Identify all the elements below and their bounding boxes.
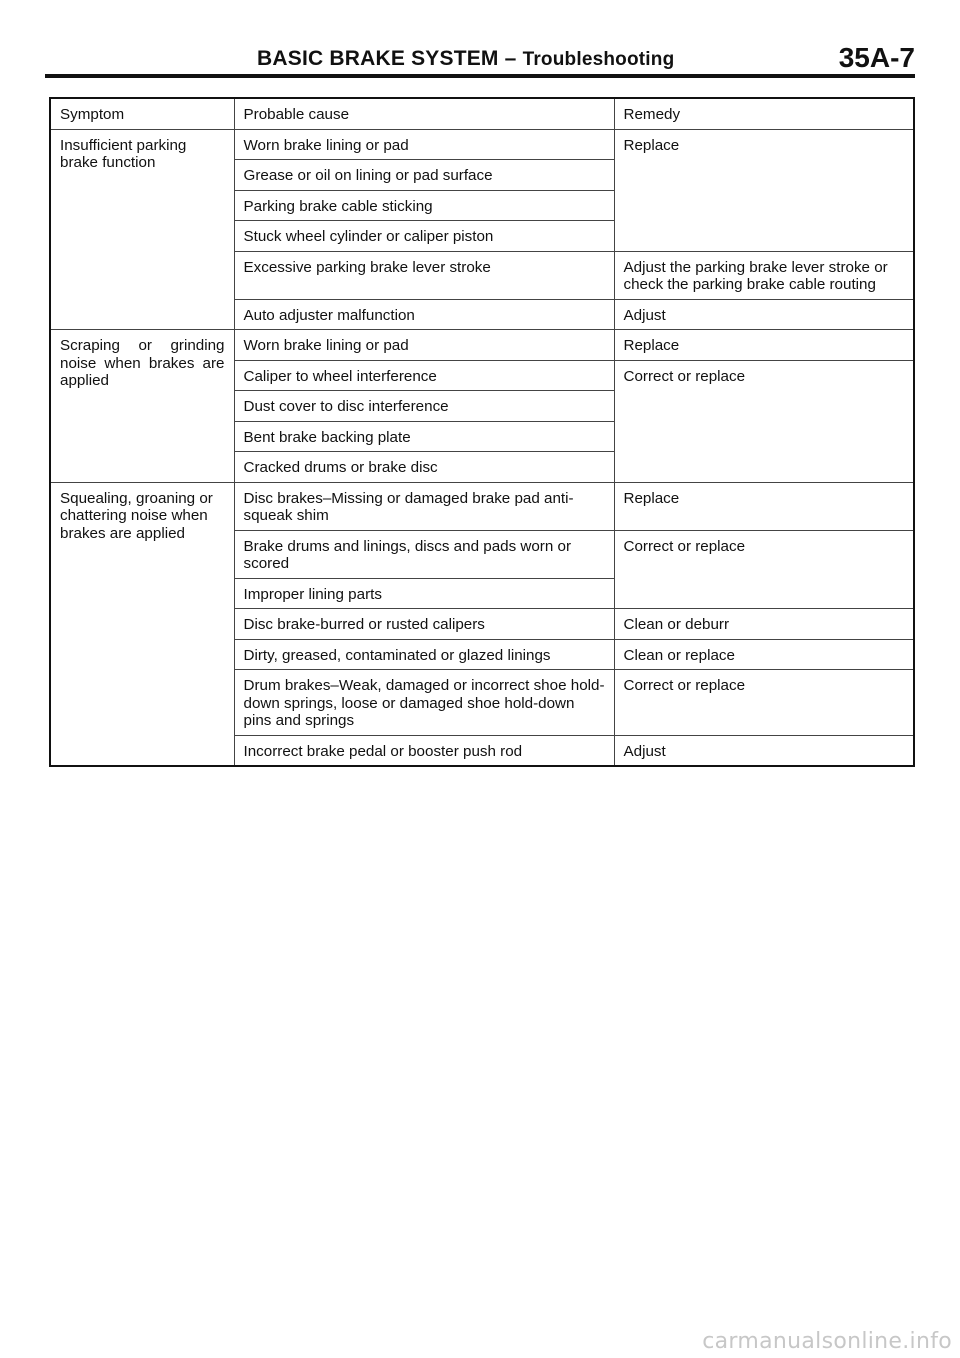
page-title bbox=[257, 47, 674, 71]
remedy-cell: Adjust bbox=[614, 299, 914, 330]
cause-cell: Brake drums and linings, discs and pads worn or scored bbox=[234, 530, 614, 578]
header-remedy: Remedy bbox=[614, 98, 914, 129]
cause-cell: Disc brake-burred or rusted calipers bbox=[234, 609, 614, 640]
table-row bbox=[50, 330, 914, 361]
remedy-cell: Replace bbox=[614, 482, 914, 530]
remedy-cell: Replace bbox=[614, 330, 914, 361]
remedy-cell: Correct or replace bbox=[614, 360, 914, 482]
cause-cell: Caliper to wheel interference bbox=[234, 360, 614, 391]
cause-cell: Stuck wheel cylinder or caliper piston bbox=[234, 221, 614, 252]
remedy-cell: Correct or replace bbox=[614, 670, 914, 736]
table-body bbox=[50, 98, 914, 766]
title-separator: – bbox=[498, 47, 523, 70]
cause-cell: Dirty, greased, contaminated or glazed linings bbox=[234, 639, 614, 670]
remedy-cell: Correct or replace bbox=[614, 530, 914, 609]
cause-cell: Improper lining parts bbox=[234, 578, 614, 609]
symptom-cell: Insufficient parking brake function bbox=[50, 129, 234, 330]
table-row bbox=[50, 482, 914, 530]
table-header-row bbox=[50, 98, 914, 129]
cause-cell: Dust cover to disc interference bbox=[234, 391, 614, 422]
remedy-cell: Replace bbox=[614, 129, 914, 251]
page-number: 35A-7 bbox=[838, 42, 915, 73]
cause-cell: Incorrect brake pedal or booster push rod bbox=[234, 735, 614, 766]
cause-cell: Cracked drums or brake disc bbox=[234, 452, 614, 483]
remedy-cell: Adjust the parking brake lever stroke or check the parking brake cable routing bbox=[614, 251, 914, 299]
cause-cell: Disc brakes–Missing or damaged brake pad anti-squeak shim bbox=[234, 482, 614, 530]
cause-cell: Parking brake cable sticking bbox=[234, 190, 614, 221]
cause-cell: Grease or oil on lining or pad surface bbox=[234, 160, 614, 191]
symptom-cell: Scraping or grinding noise when brakes are applied bbox=[50, 330, 234, 483]
title-main: BASIC BRAKE SYSTEM bbox=[257, 47, 499, 70]
remedy-cell: Clean or replace bbox=[614, 639, 914, 670]
page-header bbox=[45, 44, 915, 78]
cause-cell: Drum brakes–Weak, damaged or incorrect shoe hold-down springs, loose or damaged shoe hold-down pins and springs bbox=[234, 670, 614, 736]
cause-cell: Excessive parking brake lever stroke bbox=[234, 251, 614, 299]
troubleshooting-table bbox=[49, 97, 915, 767]
watermark: carmanualsonline.info bbox=[702, 1329, 952, 1354]
header-cause: Probable cause bbox=[234, 98, 614, 129]
remedy-cell: Clean or deburr bbox=[614, 609, 914, 640]
cause-cell: Worn brake lining or pad bbox=[234, 330, 614, 361]
title-sub: Troubleshooting bbox=[522, 49, 675, 70]
remedy-cell: Adjust bbox=[614, 735, 914, 766]
table-row bbox=[50, 129, 914, 160]
cause-cell: Bent brake backing plate bbox=[234, 421, 614, 452]
cause-cell: Auto adjuster malfunction bbox=[234, 299, 614, 330]
symptom-cell: Squealing, groaning or chattering noise when brakes are applied bbox=[50, 482, 234, 766]
header-symptom: Symptom bbox=[50, 98, 234, 129]
cause-cell: Worn brake lining or pad bbox=[234, 129, 614, 160]
